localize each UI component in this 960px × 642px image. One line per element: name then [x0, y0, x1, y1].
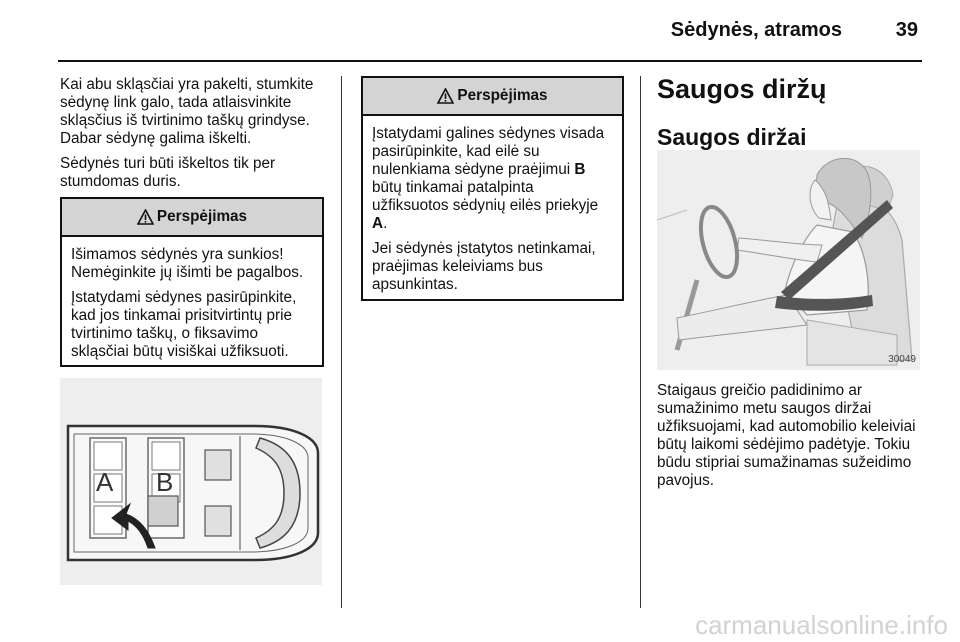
column-divider-right: [640, 76, 641, 608]
seat-diagram: [60, 378, 322, 585]
warning-header: [62, 199, 322, 237]
warning-text: Įstatydami sėdynes pasirūpinkite, kad jos tinkamai prisitvirtintų prie tvirtinimo taškų, o fiksavimo skląsčiai būtų visiškai užfiksuoti.: [71, 289, 297, 360]
watermark: carmanualsonline.info: [695, 610, 948, 640]
right-column-text: [657, 382, 925, 497]
warning-text: Išimamos sėdynės yra sunkios! Nemėginkite jų išimti be pagalbos.: [71, 246, 304, 281]
warning-title: Perspėjimas: [156, 208, 248, 225]
left-column: [60, 76, 328, 198]
section-title: Sėdynės, atramos: [670, 19, 842, 41]
warning-box: [361, 76, 624, 301]
paragraph: Staigaus greičio padidinimo ar sumažinimo metu saugos diržai užfiksuojami, kad automobilio keleiviai būtų laikomi sėdėjimo padėtyje. Tokiu būdu stipriai sumažinamas sužeidimo pavojus.: [657, 382, 916, 489]
warning-text: Jei sėdynės įstatytos netinkamai, praėjimas keleiviams bus apsunkintas.: [372, 240, 596, 293]
warning-icon: [437, 88, 454, 104]
warning-box: [60, 197, 324, 367]
warning-title: Perspėjimas: [457, 87, 548, 104]
section-heading: Saugos diržų: [657, 74, 827, 104]
warning-icon: [137, 209, 154, 225]
warning-text: Įstatydami galines sėdynes visada pasirūpinkite, kad eilė su nulenkiama sėdyne praėjimui B būtų tinkamai patalpinta užfiksuotos sėdynių eilės priekyje A.: [372, 125, 605, 232]
van-seat-illustration: [60, 378, 322, 585]
subsection-heading: Saugos diržai: [657, 124, 807, 150]
page-header: [0, 0, 960, 62]
warning-body: [62, 237, 322, 369]
warning-header: [363, 78, 622, 116]
seatbelt-drawing: [657, 150, 920, 370]
page-number: 39: [895, 19, 918, 41]
column-divider-left: [341, 76, 342, 608]
paragraph: Sėdynės turi būti iškeltos tik per stumdomas duris.: [60, 155, 276, 190]
figure-id: 30049: [888, 354, 916, 365]
seatbelt-illustration: [657, 150, 920, 370]
warning-body: [363, 116, 622, 302]
paragraph: Kai abu skląsčiai yra pakelti, stumkite sėdynę link galo, tada atlaisvinkite skląsčius iš tvirtinimo taškų grindyse. Dabar sėdynę galima iškelti.: [60, 76, 314, 147]
header-divider: [58, 60, 922, 62]
label-a: A: [96, 467, 114, 497]
label-b: B: [156, 467, 174, 497]
